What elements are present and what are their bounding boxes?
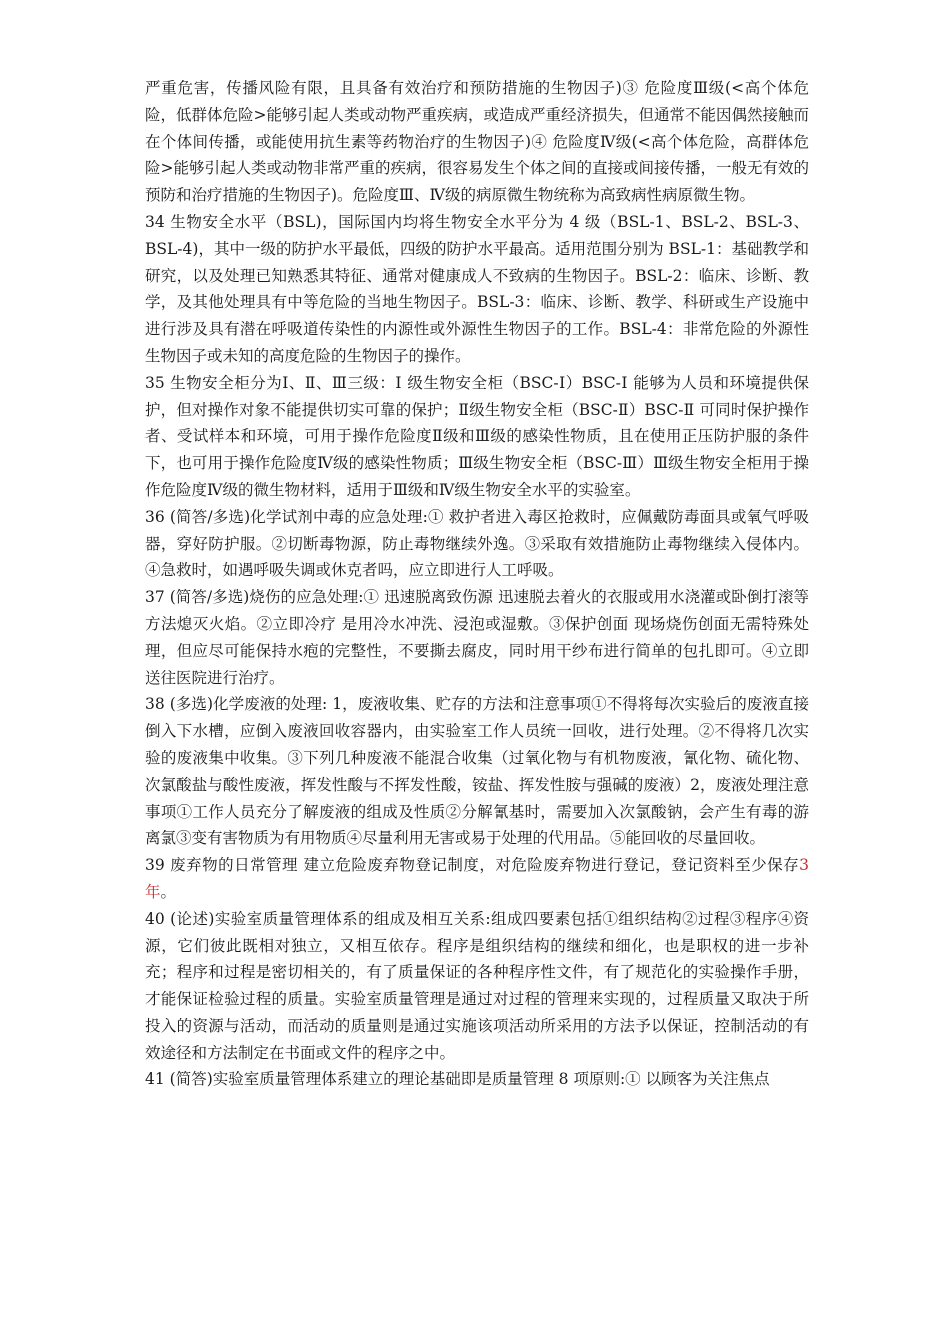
paragraph-41: 41 (简答)实验室质量管理体系建立的理论基础即是质量管理 8 项原则:① 以顾客为关注焦点 xyxy=(145,1070,770,1089)
document-body xyxy=(145,75,809,1093)
paragraph-34: 34 生物安全水平（BSL)，国际国内均将生物安全水平分为 4 级（BSL-1、BSL-2、BSL-3、BSL-4)，其中一级的防护水平最低，四级的防护水平最高。适用范围分别为 BSL-1：基础教学和研究，以及处理已知熟悉其特征、通常对健康成人不致病的生物因子。BSL-2：临床、诊断、教学，及其他处理具有中等危险的当地生物因子。BSL-3：临床、诊断、教学、科研或生产设施中进行涉及具有潜在呼吸道传染性的内源性或外源性生物因子的工作。BSL-4：非常危险的外源性生物因子或未知的高度危险的生物因子的操作。 xyxy=(145,212,809,365)
paragraph-37: 37 (简答/多选)烧伤的应急处理:① 迅速脱离致伤源 迅速脱去着火的衣服或用水浇灌或卧倒打滚等方法熄灭火焰。②立即冷疗 是用冷水冲洗、浸泡或湿敷。③保护创面 现场烧伤创面无需特殊处理，但应尽可能保持水疱的完整性，不要撕去腐皮，同时用干纱布进行简单的包扎即可。④立即送往医院进行治疗。 xyxy=(145,588,809,687)
paragraph-36: 36 (简答/多选)化学试剂中毒的应急处理:① 救护者进入毒区抢救时，应佩戴防毒面具或氧气呼吸器，穿好防护服。②切断毒物源，防止毒物继续外逸。③采取有效措施防止毒物继续入侵体内。④急救时，如遇呼吸失调或休克者吗，应立即进行人工呼吸。 xyxy=(145,507,809,580)
paragraph-39-tail: 。 xyxy=(160,882,177,901)
paragraph-39 xyxy=(145,852,809,906)
paragraph-33-continued: 严重危害，传播风险有限，且具备有效治疗和预防措施的生物因子)③ 危险度Ⅲ级(<高个体危险，低群体危险>能够引起人类或动物严重疾病，或造成严重经济损失，但通常不能因偶然接触而在个体间传播，或能使用抗生素等药物治疗的生物因子)④ 危险度Ⅳ级(<高个体危险，高群体危险>能够引起人类或动物非常严重的疾病，很容易发生个体之间的直接或间接传播，一般无有效的预防和治疗措施的生物因子)。危险度Ⅲ、Ⅳ级的病原微生物统称为高致病性病原微生物。 xyxy=(145,79,809,205)
paragraph-40: 40 (论述)实验室质量管理体系的组成及相互关系:组成四要素包括①组织结构②过程③程序④资源，它们彼此既相对独立，又相互依存。程序是组织结构的继续和细化，也是职权的进一步补充；程序和过程是密切相关的，有了质量保证的各种程序性文件，有了规范化的实验操作手册，才能保证检验过程的质量。实验室质量管理是通过对过程的管理来实现的，过程质量又取决于所投入的资源与活动，而活动的质量则是通过实施该项活动所采用的方法予以保证，控制活动的有效途径和方法制定在书面或文件的程序之中。 xyxy=(145,909,809,1062)
paragraph-35: 35 生物安全柜分为Ⅰ、Ⅱ、Ⅲ三级：Ⅰ 级生物安全柜（BSC-Ⅰ）BSC-Ⅰ 能够为人员和环境提供保护，但对操作对象不能提供切实可靠的保护；Ⅱ级生物安全柜（BSC-Ⅱ）BSC-Ⅱ 可同时保护操作者、受试样本和环境，可用于操作危险度Ⅱ级和Ⅲ级的感染性物质，且在使用正压防护服的条件下，也可用于操作危险度Ⅳ级的感染性物质；Ⅲ级生物安全柜（BSC-Ⅲ）Ⅲ级生物安全柜用于操作危险度Ⅳ级的微生物材料，适用于Ⅲ级和Ⅳ级生物安全水平的实验室。 xyxy=(145,373,809,499)
paragraph-39-text: 39 废弃物的日常管理 建立危险废弃物登记制度，对危险废弃物进行登记，登记资料至少保存 xyxy=(145,856,800,875)
paragraph-38: 38 (多选)化学废液的处理: 1，废液收集、贮存的方法和注意事项①不得将每次实验后的废液直接倒入下水槽，应倒入废液回收容器内，由实验室工作人员统一回收，进行处理。②不得将几次实验的废液集中收集。③下列几种废液不能混合收集（过氧化物与有机物废液，氰化物、硫化物、次氯酸盐与酸性废液，挥发性酸与不挥发性酸，铵盐、挥发性胺与强碱的废液）2，废液处理注意事项①工作人员充分了解废液的组成及性质②分解氰基时，需要加入次氯酸钠，会产生有毒的游离氯③变有害物质为有用物质④尽量利用无害或易于处理的代用品。⑤能回收的尽量回收。 xyxy=(145,695,809,848)
highlighted-duration: 3 年 xyxy=(145,856,809,901)
